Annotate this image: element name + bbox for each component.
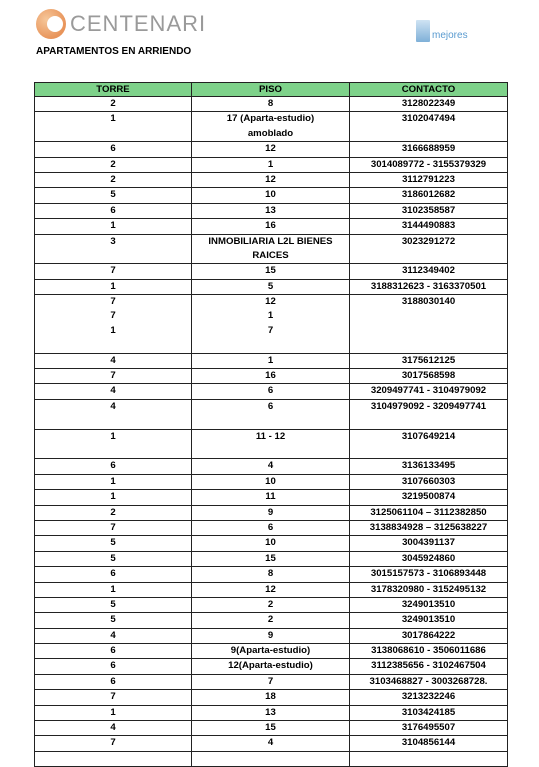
cell-contacto-text: 3102047494 — [401, 113, 456, 125]
cell-piso — [192, 597, 350, 612]
cell-contacto-text: 3166688959 — [401, 143, 456, 155]
cell-torre — [35, 659, 192, 674]
cell-torre-text: 2 — [110, 173, 116, 185]
cell-piso-text: 10 — [265, 475, 276, 487]
cell-piso-text: 13 — [265, 706, 276, 718]
cell-torre — [35, 219, 192, 234]
table-row — [35, 203, 508, 218]
table-row — [35, 582, 508, 597]
table-row — [35, 659, 508, 674]
table-row — [35, 295, 508, 354]
cell-torre — [35, 751, 192, 766]
table-row — [35, 474, 508, 489]
cell-contacto-text: 3014089772 - 3155379329 — [370, 158, 487, 170]
cell-piso — [192, 628, 350, 643]
table-row — [35, 736, 508, 751]
cell-piso — [192, 644, 350, 659]
cell-contacto — [350, 490, 508, 505]
cell-torre-text — [37, 414, 189, 428]
cell-contacto — [350, 474, 508, 489]
building-icon — [416, 20, 430, 42]
cell-piso-text: 5 — [267, 280, 274, 292]
cell-contacto-text: 3107649214 — [401, 430, 456, 442]
cell-contacto — [350, 705, 508, 720]
cell-piso-text — [194, 752, 347, 766]
table-row — [35, 219, 508, 234]
cell-torre-text — [37, 338, 189, 352]
cell-torre — [35, 644, 192, 659]
cell-torre-text: 4 — [110, 722, 116, 734]
cell-contacto-text: 3178320980 - 3152495132 — [370, 583, 487, 595]
cell-piso — [192, 705, 350, 720]
cell-piso — [192, 353, 350, 368]
cell-contacto — [350, 659, 508, 674]
cell-torre-text: 2 — [110, 158, 116, 170]
table-row — [35, 172, 508, 187]
cell-contacto — [350, 459, 508, 474]
cell-piso-text: 16 — [265, 370, 276, 382]
cell-torre — [35, 172, 192, 187]
cell-piso — [192, 142, 350, 157]
cell-torre-text: 7 — [110, 310, 116, 322]
cell-torre-text: 6 — [110, 645, 116, 657]
cell-contacto — [350, 369, 508, 384]
cell-contacto-text: 3045924860 — [401, 552, 456, 564]
cell-piso-text: 15 — [265, 265, 276, 277]
cell-torre — [35, 505, 192, 520]
table-row — [35, 234, 508, 264]
cell-contacto-text: 3188030140 — [401, 296, 456, 308]
cell-torre — [35, 690, 192, 705]
cell-piso — [192, 551, 350, 566]
cell-torre — [35, 279, 192, 294]
cell-torre — [35, 520, 192, 535]
cell-contacto — [350, 112, 508, 142]
cell-torre-text: 7 — [110, 370, 116, 382]
cell-piso — [192, 264, 350, 279]
column-header-torre: TORRE — [35, 83, 192, 97]
table-row — [35, 505, 508, 520]
cell-piso — [192, 505, 350, 520]
cell-piso — [192, 567, 350, 582]
cell-contacto-text: 3103424185 — [401, 706, 456, 718]
cell-contacto-text: 3186012682 — [401, 189, 456, 201]
cell-contacto-text: 3004391137 — [402, 537, 455, 549]
table-row — [35, 188, 508, 203]
cell-piso — [192, 659, 350, 674]
cell-contacto — [350, 219, 508, 234]
cell-piso — [192, 188, 350, 203]
cell-piso — [192, 234, 350, 264]
table-body — [35, 97, 508, 767]
cell-contacto-text: 3138834928 – 3125638227 — [369, 521, 488, 533]
cell-contacto-text: 3017864222 — [401, 629, 456, 641]
cell-piso — [192, 399, 350, 429]
table-row — [35, 567, 508, 582]
cell-torre-text: 5 — [110, 189, 116, 201]
cell-torre — [35, 490, 192, 505]
table-row — [35, 490, 508, 505]
cell-piso-text: 10 — [265, 189, 276, 201]
cell-piso — [192, 203, 350, 218]
cell-contacto-text: 3112791223 — [402, 173, 455, 185]
cell-contacto-text: 3023291272 — [401, 235, 456, 247]
partner-brand: mejores — [432, 30, 468, 41]
cell-contacto-text: 3112385656 - 3102467504 — [371, 660, 486, 672]
cell-torre-text: 1 — [110, 324, 116, 336]
cell-torre — [35, 567, 192, 582]
table-row — [35, 384, 508, 399]
cell-torre-text: 5 — [110, 537, 116, 549]
cell-piso — [192, 384, 350, 399]
cell-torre-text: 1 — [110, 280, 116, 292]
cell-torre — [35, 97, 192, 112]
cell-contacto — [350, 264, 508, 279]
brand-name: CENTENARI — [70, 11, 207, 36]
cell-contacto — [350, 644, 508, 659]
cell-piso — [192, 369, 350, 384]
cell-torre-text: 4 — [110, 354, 116, 366]
cell-torre-text: 5 — [110, 614, 116, 626]
cell-piso — [192, 674, 350, 689]
cell-torre — [35, 628, 192, 643]
cell-torre-text: 4 — [110, 629, 116, 641]
table-row — [35, 597, 508, 612]
table-row — [35, 644, 508, 659]
cell-piso-text: 1 — [267, 158, 274, 170]
cell-contacto-text: 3136133495 — [401, 460, 456, 472]
cell-contacto — [350, 295, 508, 354]
cell-contacto — [350, 597, 508, 612]
cell-piso-text: 18 — [265, 691, 276, 703]
cell-contacto — [350, 384, 508, 399]
cell-piso-text: 6 — [267, 521, 274, 533]
cell-piso — [192, 279, 350, 294]
table-row — [35, 429, 508, 459]
table-row — [35, 459, 508, 474]
cell-contacto-text: 3107660303 — [401, 475, 456, 487]
cell-contacto — [350, 279, 508, 294]
table-row — [35, 112, 508, 142]
apartments-table — [34, 82, 508, 767]
cell-piso-text: 8 — [267, 568, 274, 580]
cell-torre — [35, 203, 192, 218]
cell-piso-text: 10 — [265, 537, 276, 549]
cell-contacto-text: 3102358587 — [401, 204, 456, 216]
cell-contacto — [350, 567, 508, 582]
cell-torre-text: 1 — [110, 475, 116, 487]
cell-contacto — [350, 142, 508, 157]
cell-torre — [35, 721, 192, 736]
cell-torre-text: 6 — [110, 675, 116, 687]
cell-contacto-text: 3104979092 - 3209497741 — [370, 400, 487, 412]
cell-contacto — [350, 721, 508, 736]
cell-piso-text: 9 — [267, 629, 274, 641]
cell-torre — [35, 582, 192, 597]
cell-piso — [192, 613, 350, 628]
cell-contacto-text: 3104856144 — [401, 737, 456, 749]
table-row — [35, 705, 508, 720]
cell-torre-text: 1 — [110, 113, 116, 125]
cell-torre-text: 1 — [110, 706, 116, 718]
cell-contacto — [350, 613, 508, 628]
cell-contacto-text: 3176495507 — [401, 722, 456, 734]
cell-piso-text: 6 — [267, 385, 274, 397]
table-row — [35, 751, 508, 766]
cell-piso — [192, 520, 350, 535]
cell-torre — [35, 142, 192, 157]
cell-piso-text: 6 — [267, 400, 274, 412]
cell-piso-text: 15 — [265, 552, 276, 564]
cell-contacto — [350, 399, 508, 429]
cell-piso — [192, 459, 350, 474]
table-row — [35, 690, 508, 705]
cell-contacto-text: 3249013510 — [401, 614, 456, 626]
cell-torre-text: 7 — [110, 265, 116, 277]
cell-contacto — [350, 172, 508, 187]
cell-piso — [192, 736, 350, 751]
cell-piso — [192, 429, 350, 459]
table-row — [35, 279, 508, 294]
cell-contacto — [350, 736, 508, 751]
cell-piso-text: 7 — [267, 675, 274, 687]
cell-piso — [192, 490, 350, 505]
cell-contacto-text: 3103468827 - 3003268728. — [369, 675, 488, 687]
cell-piso-text: 1 — [267, 310, 274, 322]
cell-torre-text: 7 — [110, 691, 116, 703]
cell-piso — [192, 690, 350, 705]
cell-piso — [192, 582, 350, 597]
cell-torre — [35, 674, 192, 689]
cell-torre-text: 1 — [110, 491, 116, 503]
cell-piso — [192, 112, 350, 142]
cell-contacto-text: 3188312623 - 3163370501 — [370, 280, 487, 292]
cell-piso-text: 15 — [265, 722, 276, 734]
page-title: APARTAMENTOS EN ARRIENDO — [36, 46, 192, 57]
cell-contacto — [350, 505, 508, 520]
cell-torre-text: 6 — [110, 204, 116, 216]
cell-contacto-text: 3249013510 — [401, 598, 456, 610]
cell-torre-text: 1 — [110, 430, 116, 442]
cell-torre — [35, 369, 192, 384]
cell-piso-text: 9 — [267, 506, 274, 518]
table-row — [35, 628, 508, 643]
table-row — [35, 142, 508, 157]
cell-piso — [192, 751, 350, 766]
cell-torre-text: 6 — [110, 460, 116, 472]
cell-piso — [192, 157, 350, 172]
cell-piso-text — [194, 444, 347, 458]
table-row — [35, 399, 508, 429]
cell-contacto — [350, 674, 508, 689]
cell-piso-text: 12(Aparta-estudio) — [228, 660, 313, 672]
cell-piso — [192, 97, 350, 112]
cell-piso-text: 8 — [267, 98, 274, 109]
cell-piso — [192, 295, 350, 354]
cell-torre — [35, 384, 192, 399]
cell-torre-text: 5 — [110, 598, 116, 610]
cell-torre — [35, 234, 192, 264]
cell-contacto — [350, 97, 508, 112]
cell-contacto-text: 3138068610 - 3506011686 — [371, 645, 486, 657]
cell-contacto — [350, 628, 508, 643]
centenari-logo-icon — [36, 9, 66, 39]
cell-piso-text: 4 — [267, 460, 274, 472]
cell-torre-text: 6 — [110, 568, 116, 580]
cell-torre-text: 1 — [110, 583, 116, 595]
cell-piso-text: 12 — [265, 143, 276, 155]
cell-torre — [35, 429, 192, 459]
cell-piso-text: 1 — [267, 354, 274, 366]
cell-contacto-text: 3175612125 — [401, 354, 456, 366]
cell-torre — [35, 157, 192, 172]
cell-contacto — [350, 536, 508, 551]
cell-contacto — [350, 157, 508, 172]
cell-contacto — [350, 429, 508, 459]
cell-torre — [35, 264, 192, 279]
cell-contacto — [350, 353, 508, 368]
mejores-logo — [416, 12, 512, 42]
cell-torre — [35, 705, 192, 720]
column-header-piso: PISO — [192, 83, 350, 97]
cell-torre — [35, 399, 192, 429]
cell-torre — [35, 295, 192, 354]
table-row — [35, 369, 508, 384]
cell-contacto-text: 3128022349 — [401, 98, 456, 109]
cell-torre — [35, 112, 192, 142]
cell-piso-text: 13 — [265, 204, 276, 216]
cell-contacto — [350, 234, 508, 264]
cell-contacto-text: 3144490883 — [401, 220, 456, 232]
cell-contacto-text: 3213232246 — [401, 691, 456, 703]
cell-piso-text: RAICES — [252, 249, 289, 261]
cell-piso-text: 11 - 12 — [255, 430, 286, 442]
cell-contacto-text: 3112349402 — [402, 265, 455, 277]
cell-torre-text: 2 — [110, 98, 116, 109]
cell-contacto-text: 3209497741 - 3104979092 — [370, 385, 487, 397]
table-row — [35, 613, 508, 628]
cell-contacto-text: 3125061104 – 3112382850 — [370, 506, 487, 518]
cell-torre — [35, 353, 192, 368]
cell-contacto-text: 3219500874 — [401, 491, 456, 503]
cell-piso-text: 4 — [267, 737, 274, 749]
cell-piso-text: 7 — [267, 324, 274, 336]
cell-contacto — [350, 188, 508, 203]
cell-torre-text: 4 — [110, 385, 116, 397]
cell-torre-text: 5 — [110, 552, 116, 564]
cell-torre — [35, 597, 192, 612]
table-row — [35, 551, 508, 566]
cell-torre-text: 1 — [110, 220, 116, 232]
cell-torre-text: 7 — [110, 296, 116, 308]
table-row — [35, 520, 508, 535]
cell-piso-text: 9(Aparta-estudio) — [230, 645, 311, 657]
cell-torre-text: 7 — [110, 737, 116, 749]
cell-torre — [35, 736, 192, 751]
column-header-contacto: CONTACTO — [350, 83, 508, 97]
cell-piso — [192, 721, 350, 736]
cell-piso — [192, 536, 350, 551]
cell-piso-text: 16 — [265, 220, 276, 232]
cell-contacto — [350, 582, 508, 597]
cell-piso-text: 12 — [265, 296, 276, 308]
table-header-row — [35, 83, 508, 97]
cell-torre-text: 3 — [110, 235, 116, 247]
cell-contacto — [350, 551, 508, 566]
cell-torre-text: 2 — [110, 506, 116, 518]
centenari-logo — [36, 8, 206, 40]
cell-torre — [35, 551, 192, 566]
cell-piso-text: 2 — [267, 614, 274, 626]
cell-torre — [35, 536, 192, 551]
cell-contacto — [350, 690, 508, 705]
cell-contacto-text: 3017568598 — [401, 370, 456, 382]
cell-torre — [35, 613, 192, 628]
cell-torre — [35, 188, 192, 203]
cell-contacto — [350, 751, 508, 766]
cell-piso-text: 11 — [265, 491, 276, 503]
cell-torre — [35, 459, 192, 474]
cell-torre-text: 6 — [110, 143, 116, 155]
cell-torre-text: 7 — [110, 521, 116, 533]
cell-piso-text: INMOBILIARIA L2L BIENES — [208, 235, 333, 247]
cell-piso-text — [194, 338, 347, 352]
cell-piso — [192, 172, 350, 187]
cell-piso-text: 12 — [265, 173, 276, 185]
cell-torre — [35, 474, 192, 489]
cell-contacto — [350, 520, 508, 535]
cell-piso-text: 17 (Aparta-estudio) — [226, 113, 315, 125]
cell-piso-text: amoblado — [247, 127, 294, 139]
table-row — [35, 674, 508, 689]
cell-piso — [192, 219, 350, 234]
cell-torre-text: 6 — [110, 660, 116, 672]
table-row — [35, 157, 508, 172]
table-row — [35, 353, 508, 368]
cell-contacto-text: 3015157573 - 3106893448 — [370, 568, 487, 580]
cell-piso-text: 12 — [265, 583, 276, 595]
table-row — [35, 721, 508, 736]
cell-contacto — [350, 203, 508, 218]
cell-torre-text: 4 — [110, 400, 116, 412]
table-row — [35, 264, 508, 279]
cell-torre-text — [37, 444, 189, 458]
cell-piso-text: 2 — [267, 598, 274, 610]
table-row — [35, 97, 508, 112]
table-row — [35, 536, 508, 551]
cell-piso-text — [194, 414, 347, 428]
cell-piso — [192, 474, 350, 489]
cell-contacto-text — [352, 752, 505, 766]
cell-torre-text — [37, 752, 189, 766]
